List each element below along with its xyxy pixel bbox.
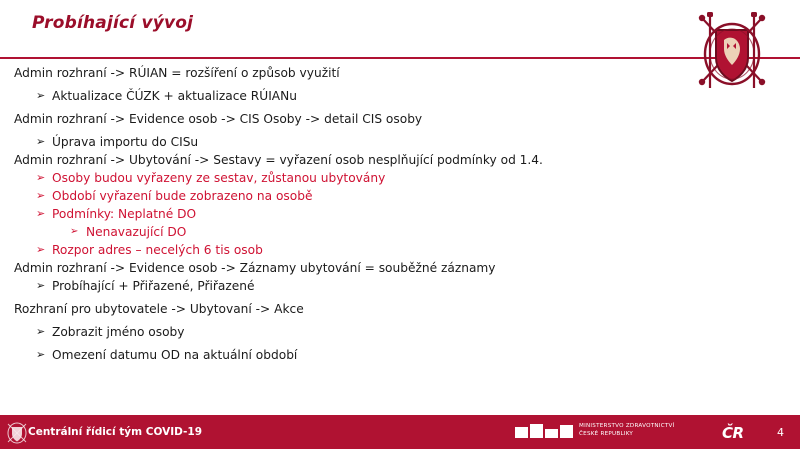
body-line — [36, 346, 674, 364]
body-line-text: Úprava importu do CISu — [52, 135, 199, 150]
bullet-icon: ➢ — [70, 226, 79, 238]
body-line-text: Aktualizace ČÚZK + aktualizace RÚIANu — [52, 89, 297, 104]
body-line-text: Podmínky: Neplatné DO — [52, 207, 197, 222]
body-line-text: Nenavazující DO — [86, 225, 187, 240]
page-number: 4 — [777, 426, 784, 439]
czr-brand: ČR — [722, 424, 744, 442]
ministry-mark-icon — [515, 424, 573, 438]
body-line — [36, 169, 674, 187]
slide-footer — [0, 417, 800, 449]
body-line-text: Omezení datumu OD na aktuální období — [52, 348, 298, 363]
ministry-name — [579, 423, 675, 438]
bullet-icon: ➢ — [36, 189, 46, 203]
bullet-icon: ➢ — [36, 325, 46, 339]
body-line — [36, 205, 674, 223]
slide-body — [14, 64, 674, 364]
bullet-icon: ➢ — [36, 207, 46, 221]
body-line: Admin rozhraní -> Ubytování -> Sestavy = vyřazení osob nesplňující podmínky od 1.4. — [14, 153, 543, 168]
bullet-icon: ➢ — [36, 135, 46, 149]
body-line-text: Osoby budou vyřazeny ze sestav, zůstanou ubytovány — [52, 171, 386, 186]
bullet-icon: ➢ — [36, 89, 46, 103]
footer-label: Centrální řídicí tým COVID-19 — [28, 426, 203, 438]
ministry-name-line2: ČESKÉ REPUBLIKY — [579, 430, 634, 437]
body-line — [36, 277, 674, 295]
body-line: Admin rozhraní -> Evidence osob -> CIS Osoby -> detail CIS osoby — [14, 112, 423, 127]
body-line — [36, 323, 674, 341]
body-line — [36, 187, 674, 205]
body-line — [36, 241, 674, 259]
footer-coat-of-arms-icon — [6, 422, 28, 444]
body-line: Rozhraní pro ubytovatele -> Ubytovaní -> Akce — [14, 302, 304, 317]
ministry-logo — [515, 423, 675, 438]
bullet-icon: ➢ — [36, 279, 46, 293]
body-line — [36, 87, 674, 105]
body-line-text: Zobrazit jméno osoby — [52, 325, 185, 340]
body-line — [36, 133, 674, 151]
body-line-text: Období vyřazení bude zobrazeno na osobě — [52, 189, 313, 204]
body-line — [70, 223, 674, 241]
bullet-icon: ➢ — [36, 348, 46, 362]
czech-coat-of-arms-icon — [686, 8, 778, 94]
body-line-text: Probíhající + Přiřazené, Přiřazené — [52, 279, 255, 294]
bullet-icon: ➢ — [36, 171, 46, 185]
body-line-text: Rozpor adres – necelých 6 tis osob — [52, 243, 263, 258]
page-title: Probíhající vývoj — [32, 13, 194, 33]
header-divider — [0, 57, 800, 59]
bullet-icon: ➢ — [36, 243, 46, 257]
ministry-name-line1: MINISTERSTVO ZDRAVOTNICTVÍ — [579, 423, 675, 429]
body-line: Admin rozhraní -> Evidence osob -> Záznamy ubytování = souběžné záznamy — [14, 261, 496, 276]
body-line: Admin rozhraní -> RÚIAN = rozšíření o způsob využití — [14, 66, 340, 80]
